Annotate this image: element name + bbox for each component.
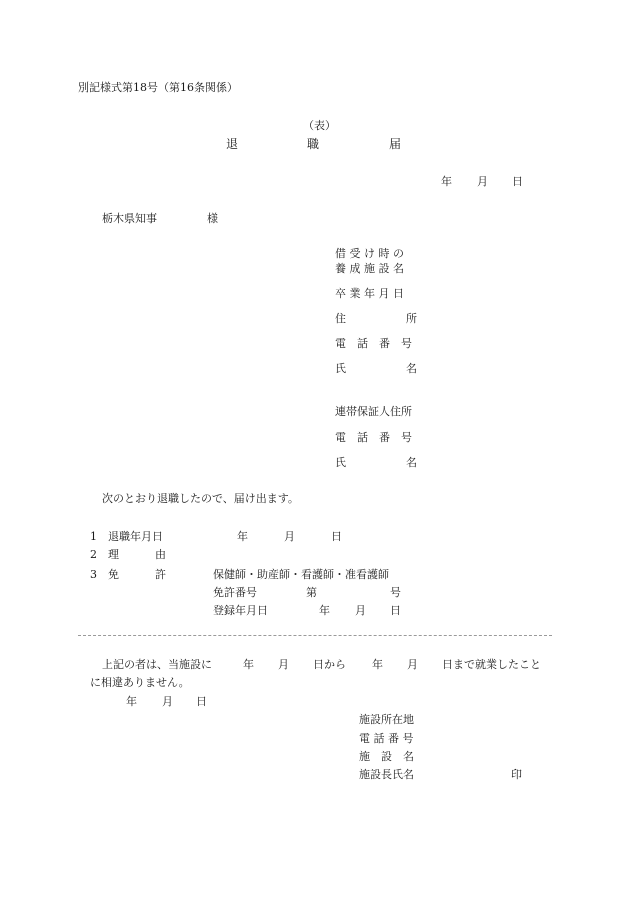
date-year: 年 <box>441 175 452 188</box>
registration-day: 日 <box>390 604 401 617</box>
guarantor-name-label-end: 名 <box>406 456 417 469</box>
item-2-label-start: 理 <box>108 548 119 561</box>
dotted-separator <box>78 635 552 636</box>
addressee-name: 栃木県知事 <box>102 212 157 225</box>
start-day: 日から <box>313 658 346 671</box>
license-number-label: 免許番号 <box>213 586 257 599</box>
registration-date-label: 登録年月日 <box>213 604 268 617</box>
facility-head-label: 施設長氏名 <box>359 768 414 781</box>
date-month: 月 <box>477 175 488 188</box>
guarantor-phone-label: 電 話 番 号 <box>335 431 412 444</box>
license-types: 保健師・助産師・看護師・准看護師 <box>213 568 389 581</box>
graduation-date-label: 卒 業 年 月 日 <box>335 287 404 300</box>
seal-mark: 印 <box>511 768 522 781</box>
start-year: 年 <box>243 658 254 671</box>
certification-start: 上記の者は、当施設に <box>102 658 212 671</box>
item-1-day: 日 <box>331 530 342 543</box>
license-go: 号 <box>390 586 401 599</box>
facility-label-line1: 借 受 け 時 の <box>335 247 404 260</box>
certification-end: に相違ありません。 <box>90 676 190 689</box>
item-1-label: 退職年月日 <box>108 530 163 543</box>
guarantor-name-label-start: 氏 <box>335 456 346 469</box>
front-label: （表） <box>303 119 336 132</box>
end-day-and-text: 日まで就業したこと <box>442 658 541 671</box>
facility-label-line2: 養 成 施 設 名 <box>335 262 404 275</box>
certification-day: 日 <box>196 695 207 708</box>
guarantor-address-label: 連帯保証人住所 <box>335 405 412 418</box>
facility-name-label: 施 設 名 <box>359 750 414 763</box>
title-char-2: 職 <box>307 137 320 151</box>
facility-location-label: 施設所在地 <box>359 713 414 726</box>
name-label-start: 氏 <box>335 362 346 375</box>
name-label-end: 名 <box>406 362 417 375</box>
license-dai: 第 <box>306 586 317 599</box>
intro-sentence: 次のとおり退職したので、届け出ます。 <box>102 492 299 505</box>
item-1-year: 年 <box>237 530 248 543</box>
certification-month: 月 <box>162 695 173 708</box>
title-char-3: 届 <box>389 137 402 151</box>
registration-month: 月 <box>355 604 366 617</box>
item-1-number: 1 <box>90 530 97 543</box>
certification-year: 年 <box>126 695 137 708</box>
title-char-1: 退 <box>226 137 239 151</box>
form-reference: 別記様式第18号（第16条関係） <box>78 81 238 94</box>
item-3-label-end: 許 <box>155 568 166 581</box>
end-year: 年 <box>372 658 383 671</box>
facility-phone-label: 電 話 番 号 <box>359 732 414 745</box>
item-2-number: 2 <box>90 548 97 561</box>
start-month: 月 <box>278 658 289 671</box>
address-label-end: 所 <box>406 312 417 325</box>
item-3-label-start: 免 <box>108 568 119 581</box>
item-3-number: 3 <box>90 568 97 581</box>
addressee-honorific: 様 <box>207 212 218 225</box>
phone-label: 電 話 番 号 <box>335 337 412 350</box>
address-label-start: 住 <box>335 312 346 325</box>
item-1-month: 月 <box>284 530 295 543</box>
item-2-label-end: 由 <box>155 548 166 561</box>
registration-year: 年 <box>319 604 330 617</box>
end-month: 月 <box>407 658 418 671</box>
date-day: 日 <box>512 175 523 188</box>
